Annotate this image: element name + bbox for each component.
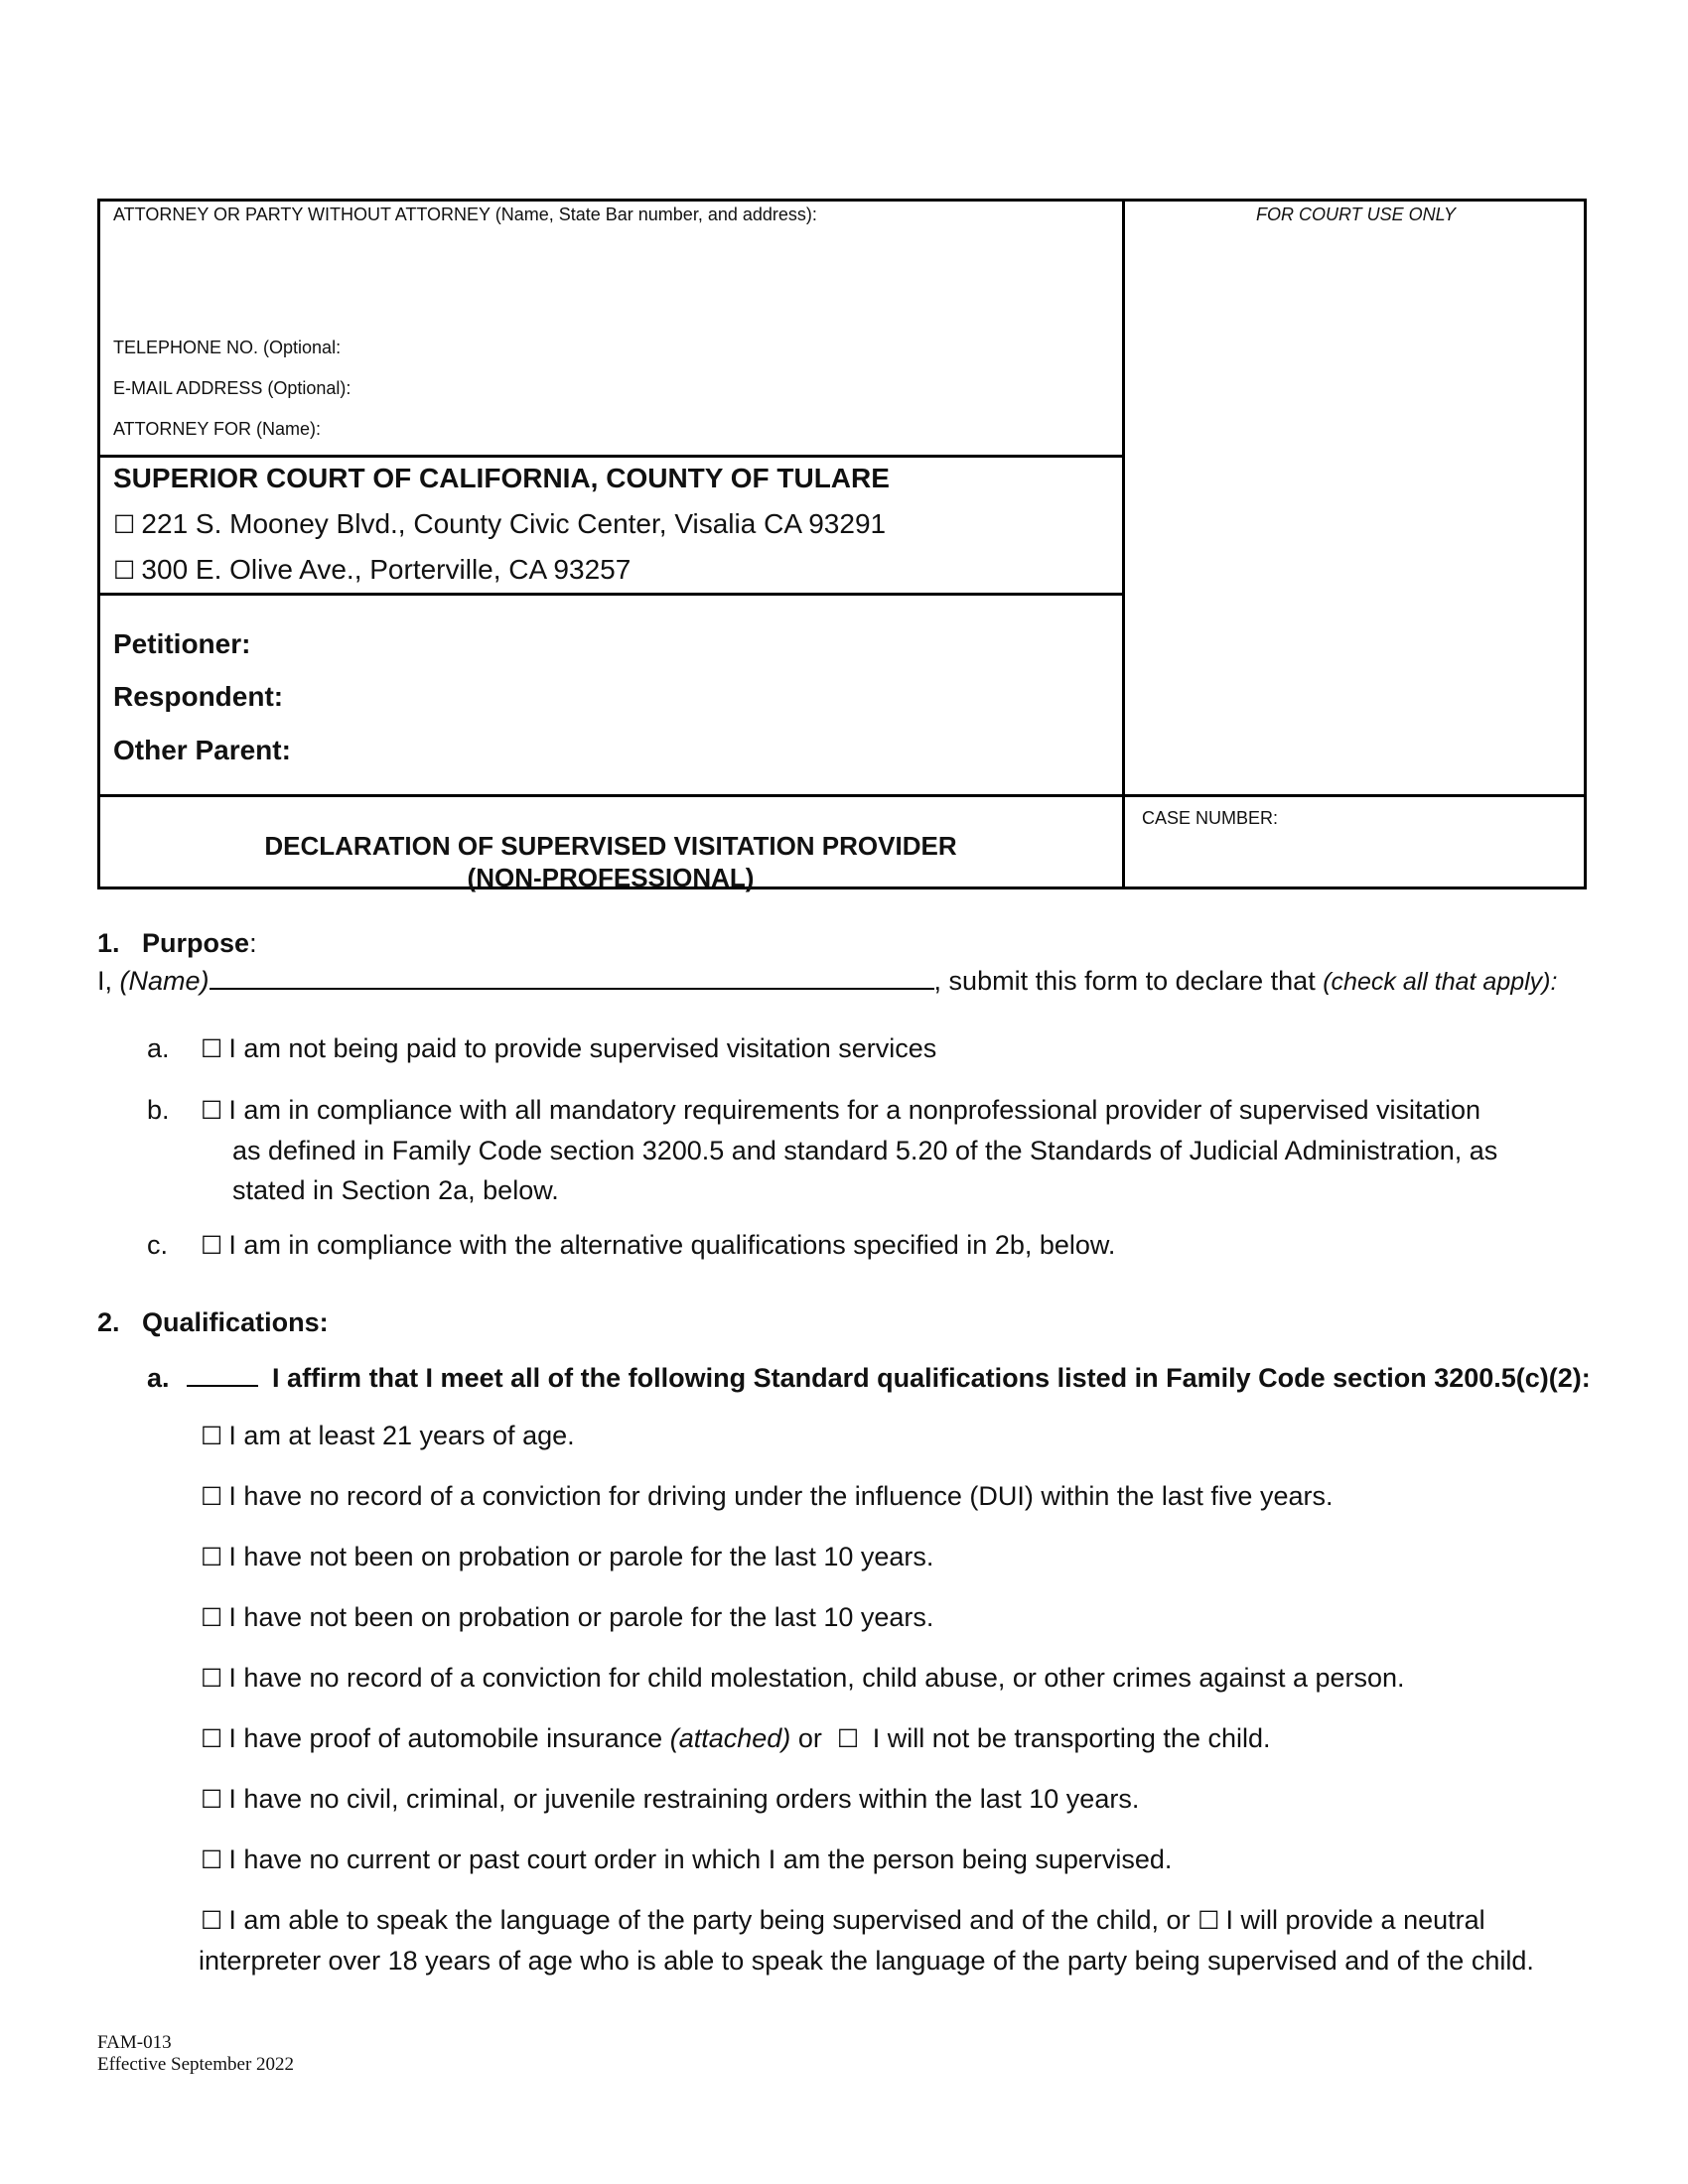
telephone-label: TELEPHONE NO. (Optional: bbox=[113, 338, 342, 357]
caption-divider-vertical bbox=[1122, 199, 1125, 889]
qualification-item-language: ☐ I am able to speak the language of the party being supervised and of the child, or ☐ I will provide a neutral interpreter over 18 years of age who is able to speak the language of the party being supervised and of the child. bbox=[201, 1900, 1591, 1980]
checkbox[interactable]: ☐ bbox=[201, 1543, 223, 1571]
caption-divider-2 bbox=[97, 593, 1124, 596]
qualification-item: ☐ I have no current or past court order in which I am the person being supervised. bbox=[201, 1840, 1172, 1880]
section1-item-b: b. bbox=[147, 1095, 170, 1125]
checkbox[interactable]: ☐ bbox=[836, 1724, 860, 1753]
checkbox[interactable]: ☐ bbox=[201, 1096, 223, 1125]
qualification-item: ☐ I have not been on probation or parole for the last 10 years. bbox=[201, 1597, 933, 1638]
checkbox[interactable]: ☐ bbox=[201, 1422, 223, 1450]
section1-intro: I, (Name) , submit this form to declare that (check all that apply): bbox=[97, 961, 1557, 1002]
court-name: SUPERIOR COURT OF CALIFORNIA, COUNTY OF TULARE bbox=[113, 463, 890, 493]
checkbox[interactable]: ☐ bbox=[1197, 1906, 1220, 1935]
other-parent-label: Other Parent: bbox=[113, 735, 291, 765]
initials-input-line[interactable] bbox=[187, 1359, 258, 1387]
petitioner-label: Petitioner: bbox=[113, 628, 251, 659]
section1-heading: 1. Purpose: bbox=[97, 928, 257, 958]
section1-item-c: c. bbox=[147, 1230, 169, 1260]
checkbox[interactable]: ☐ bbox=[201, 1785, 223, 1814]
qualification-item: ☐ I am at least 21 years of age. bbox=[201, 1416, 575, 1456]
section1-item-c-text: ☐ I am in compliance with the alternative qualifications specified in 2b, below. bbox=[201, 1225, 1115, 1266]
checkbox[interactable]: ☐ bbox=[113, 556, 136, 585]
qualification-item: ☐ I have no record of a conviction for child molestation, child abuse, or other crimes against a person. bbox=[201, 1658, 1405, 1699]
attorney-label: ATTORNEY OR PARTY WITHOUT ATTORNEY (Name, State Bar number, and address): bbox=[113, 205, 817, 224]
section1-item-a: a. bbox=[147, 1033, 170, 1063]
checkbox[interactable]: ☐ bbox=[201, 1664, 223, 1693]
respondent-label: Respondent: bbox=[113, 681, 284, 712]
checkbox[interactable]: ☐ bbox=[201, 1845, 223, 1874]
checkbox[interactable]: ☐ bbox=[201, 1482, 223, 1511]
name-input-line[interactable] bbox=[210, 962, 934, 990]
qualification-item: ☐ I have not been on probation or parole for the last 10 years. bbox=[201, 1537, 933, 1577]
caption-box bbox=[97, 199, 1587, 889]
checkbox[interactable]: ☐ bbox=[201, 1603, 223, 1632]
effective-date: Effective September 2022 bbox=[97, 2054, 295, 2075]
qualification-item: ☐ I have no civil, criminal, or juvenile restraining orders within the last 10 years. bbox=[201, 1779, 1139, 1820]
section1-item-b-text: ☐ I am in compliance with all mandatory requirements for a nonprofessional provider of supervised visitation as defined in Family Code section 3200.5 and standard 5.20 of the Standards of Judicial Administration, as stated in Section 2a, below. bbox=[201, 1090, 1591, 1210]
section1-item-a-text: ☐ I am not being paid to provide supervised visitation services bbox=[201, 1028, 936, 1069]
section2-a: a. I affirm that I meet all of the following Standard qualifications listed in Family Code section 3200.5(c)(2): bbox=[147, 1358, 1591, 1398]
checkbox[interactable]: ☐ bbox=[201, 1906, 223, 1935]
checkbox[interactable]: ☐ bbox=[113, 510, 136, 539]
form-title: DECLARATION OF SUPERVISED VISITATION PROVIDER (NON-PROFESSIONAL) bbox=[264, 831, 957, 892]
checkbox[interactable]: ☐ bbox=[201, 1724, 223, 1753]
caption-divider-1 bbox=[97, 455, 1124, 458]
form-id: FAM-013 bbox=[97, 2032, 172, 2053]
qualification-item-insurance: ☐ I have proof of automobile insurance (attached) or ☐ I will not be transporting the child. bbox=[201, 1718, 1271, 1759]
caption-divider-3 bbox=[97, 794, 1587, 797]
attorney-for-label: ATTORNEY FOR (Name): bbox=[113, 419, 322, 439]
checkbox[interactable]: ☐ bbox=[201, 1231, 223, 1260]
court-address-1: ☐ 221 S. Mooney Blvd., County Civic Center, Visalia CA 93291 bbox=[113, 508, 887, 539]
email-label: E-MAIL ADDRESS (Optional): bbox=[113, 378, 352, 398]
court-use-label: FOR COURT USE ONLY bbox=[1255, 205, 1457, 224]
qualification-item: ☐ I have no record of a conviction for driving under the influence (DUI) within the last five years. bbox=[201, 1476, 1333, 1517]
section2-heading: 2. Qualifications: bbox=[97, 1307, 329, 1337]
court-address-2: ☐ 300 E. Olive Ave., Porterville, CA 93257 bbox=[113, 554, 632, 585]
case-number-label: CASE NUMBER: bbox=[1142, 808, 1279, 828]
form-footer bbox=[97, 2032, 294, 2076]
checkbox[interactable]: ☐ bbox=[201, 1034, 223, 1063]
